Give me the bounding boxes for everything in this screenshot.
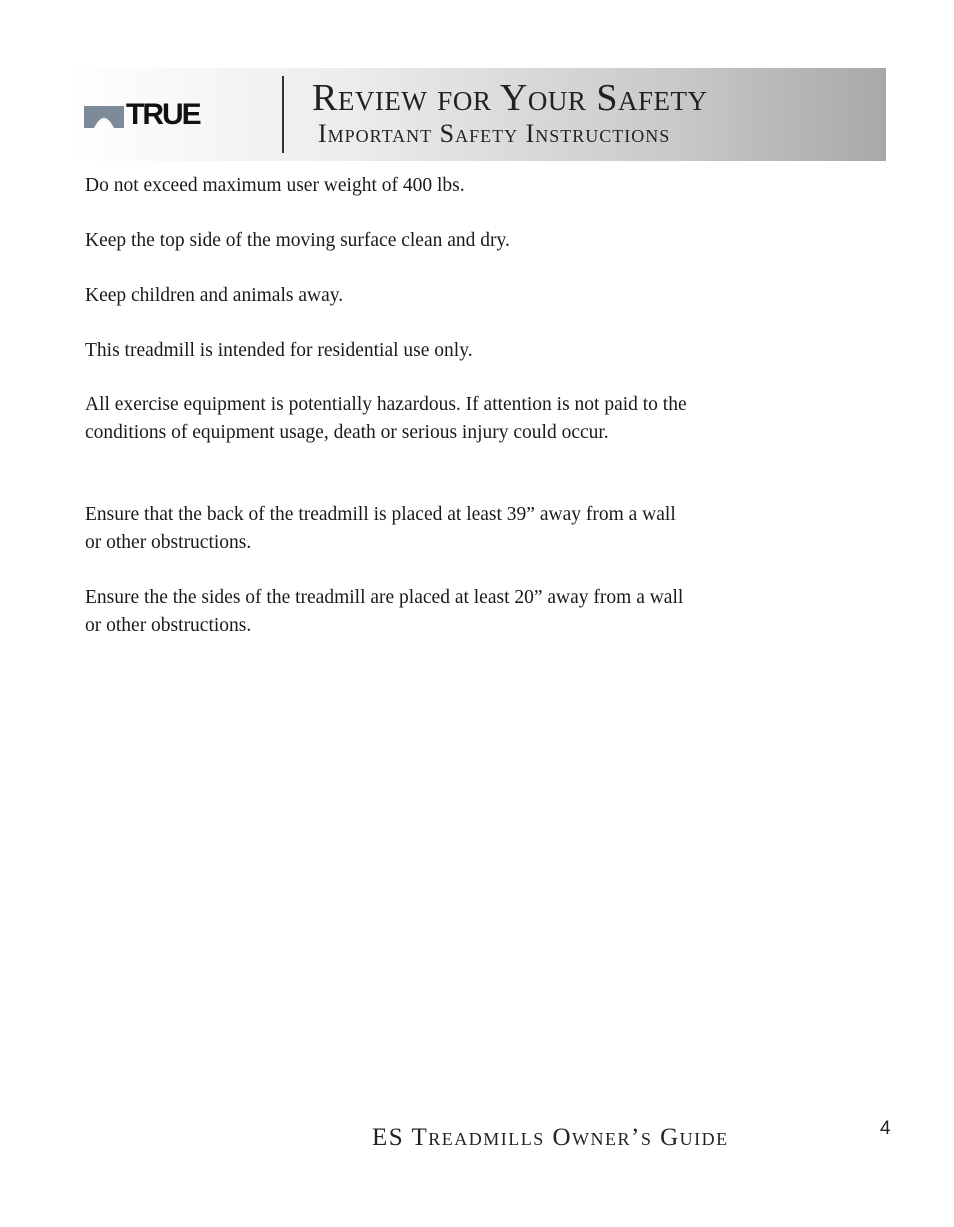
arch-logo-icon (84, 102, 124, 128)
safety-instruction: This treadmill is intended for residential use only. (85, 340, 473, 361)
safety-instruction: Keep the top side of the moving surface clean and dry. (85, 230, 510, 251)
logo-text: TRUE (126, 98, 200, 131)
safety-instruction: Do not exceed maximum user weight of 400 lbs. (85, 175, 465, 196)
header-divider (282, 76, 284, 153)
safety-instruction: Ensure that the back of the treadmill is placed at least 39” away from a wall or other obstructions. (85, 504, 676, 553)
true-logo (84, 98, 200, 131)
safety-instruction: All exercise equipment is potentially hazardous. If attention is not paid to the conditions of equipment usage, death or serious injury could occur. (85, 394, 687, 443)
page-number: 4 (880, 1118, 891, 1139)
page-subtitle: Important Safety Instructions (318, 119, 671, 148)
safety-instruction: Keep children and animals away. (85, 285, 344, 306)
guide-title: ES Treadmills Owner’s Guide (372, 1124, 729, 1151)
page-title: Review for Your Safety (312, 77, 708, 119)
safety-instruction: Ensure the the sides of the treadmill are placed at least 20” away from a wall or other obstructions. (85, 587, 684, 636)
